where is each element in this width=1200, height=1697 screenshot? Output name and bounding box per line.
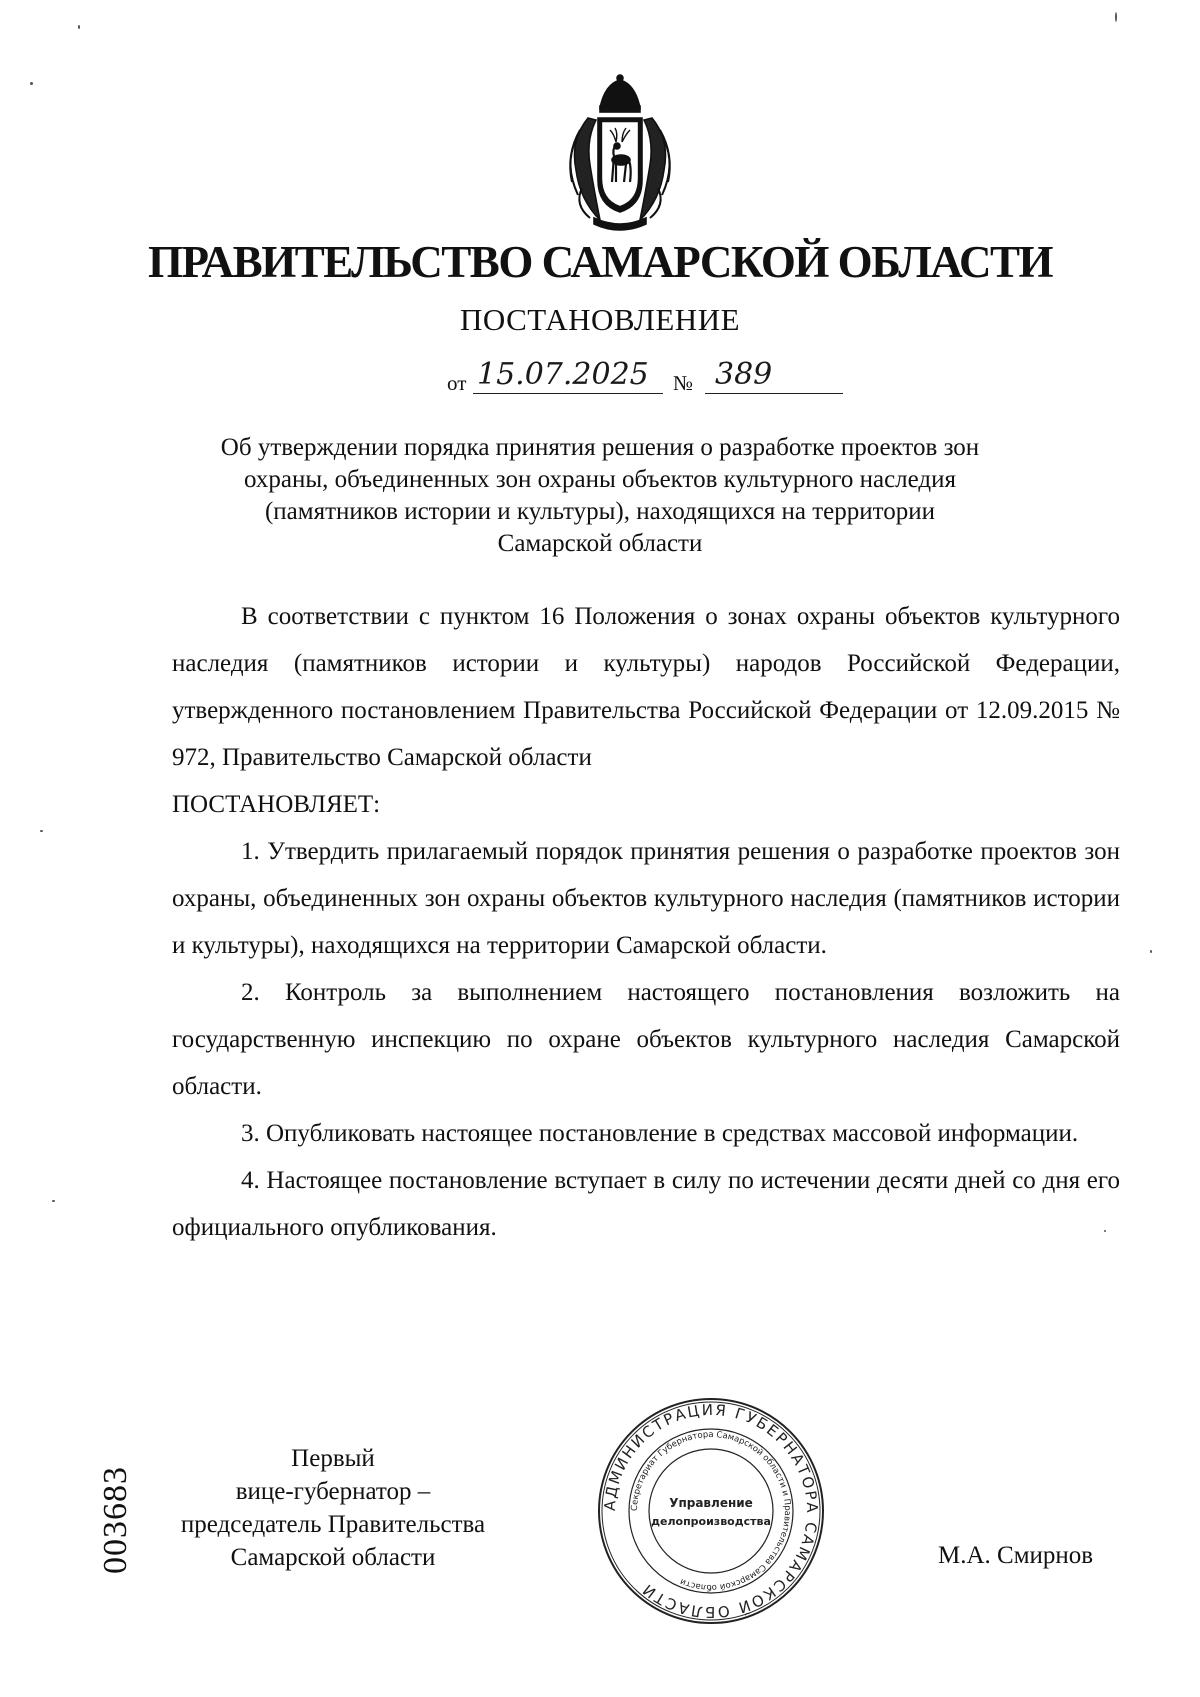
- decree-word: ПОСТАНОВЛЯЕТ:: [172, 791, 381, 818]
- decree-item-1: 1. Утвердить прилагаемый порядок принятия решения о разработке проектов зон охраны, объединенных зон охраны объектов культурного наследия (памятников истории и культуры), находящихся на территории Самарской области.: [172, 838, 1120, 959]
- signatory-title-line: вице-губернатор –: [235, 1478, 431, 1505]
- signatory-title: [148, 1442, 518, 1574]
- decree-item-2: 2. Контроль за выполнением настоящего постановления возложить на государственную инспекцию по охране объектов культурного наследия Самарской области.: [172, 979, 1120, 1100]
- preamble-paragraph: В соответствии с пунктом 16 Положения о зонах охраны объектов культурного наследия (памятников истории и культуры) народов Российской Федерации, утвержденного постановлением Правительства Российской Федерации от 12.09.2015 № 972, Правительство Самарской области: [172, 603, 1120, 771]
- subject-line: охраны, объединенных зон охраны объектов культурного наследия: [243, 466, 957, 493]
- scan-speck: [1150, 950, 1152, 953]
- scan-speck: [1104, 1230, 1106, 1232]
- decree-item-4: 4. Настоящее постановление вступает в силу по истечении десяти дней со дня его официального опубликования.: [172, 1167, 1120, 1241]
- decree-item-3: 3. Опубликовать настоящее постановление в средствах массовой информации.: [241, 1120, 1079, 1147]
- stamp-center-line-2: делопроизводства: [651, 1515, 771, 1528]
- registration-number: 003683: [97, 1466, 134, 1574]
- handwritten-number: 389: [715, 357, 773, 392]
- date-number-line: [447, 353, 847, 403]
- stamp-outer-text: АДМИНИСТРАЦИЯ ГУБЕРНАТОРА САМАРСКОЙ ОБЛАСТИ: [600, 1400, 822, 1622]
- scan-speck: [30, 82, 33, 85]
- document-type: ПОСТАНОВЛЕНИЕ: [459, 302, 741, 337]
- document-subject: [150, 432, 1050, 560]
- government-title: ПРАВИТЕЛЬСТВО САМАРСКОЙ ОБЛАСТИ: [147, 237, 1053, 287]
- stamp-inner-text: Секретариат Губернатора Самарской области и Правительства Самарской области: [629, 1429, 793, 1593]
- scan-speck: [1115, 12, 1117, 22]
- number-underline: [705, 393, 843, 394]
- signatory-title-line: Самарской области: [230, 1544, 436, 1571]
- official-stamp-icon: [595, 1395, 827, 1627]
- subject-line: (памятников истории и культуры), находящихся на территории: [264, 498, 936, 525]
- scan-speck: [40, 830, 43, 832]
- signatory-title-line: Первый: [291, 1445, 375, 1472]
- number-prefix: №: [673, 371, 694, 395]
- date-underline: [473, 393, 663, 394]
- signer-name: М.А. Смирнов: [938, 1542, 1094, 1569]
- subject-line: Об утверждении порядка принятия решения о разработке проектов зон: [220, 434, 980, 461]
- coat-of-arms-icon: [560, 70, 680, 240]
- document-body: [172, 593, 1120, 1251]
- svg-text:Секретариат Губернатора Самарс: [630, 1430, 792, 1592]
- subject-line: Самарской области: [497, 530, 703, 557]
- signatory-title-line: председатель Правительства: [180, 1511, 486, 1538]
- scan-speck: [52, 1200, 55, 1202]
- handwritten-date: 15.07.2025: [477, 357, 649, 392]
- date-prefix: от: [447, 371, 467, 395]
- stamp-center-line-1: Управление: [669, 1496, 753, 1510]
- scan-speck: [78, 25, 80, 29]
